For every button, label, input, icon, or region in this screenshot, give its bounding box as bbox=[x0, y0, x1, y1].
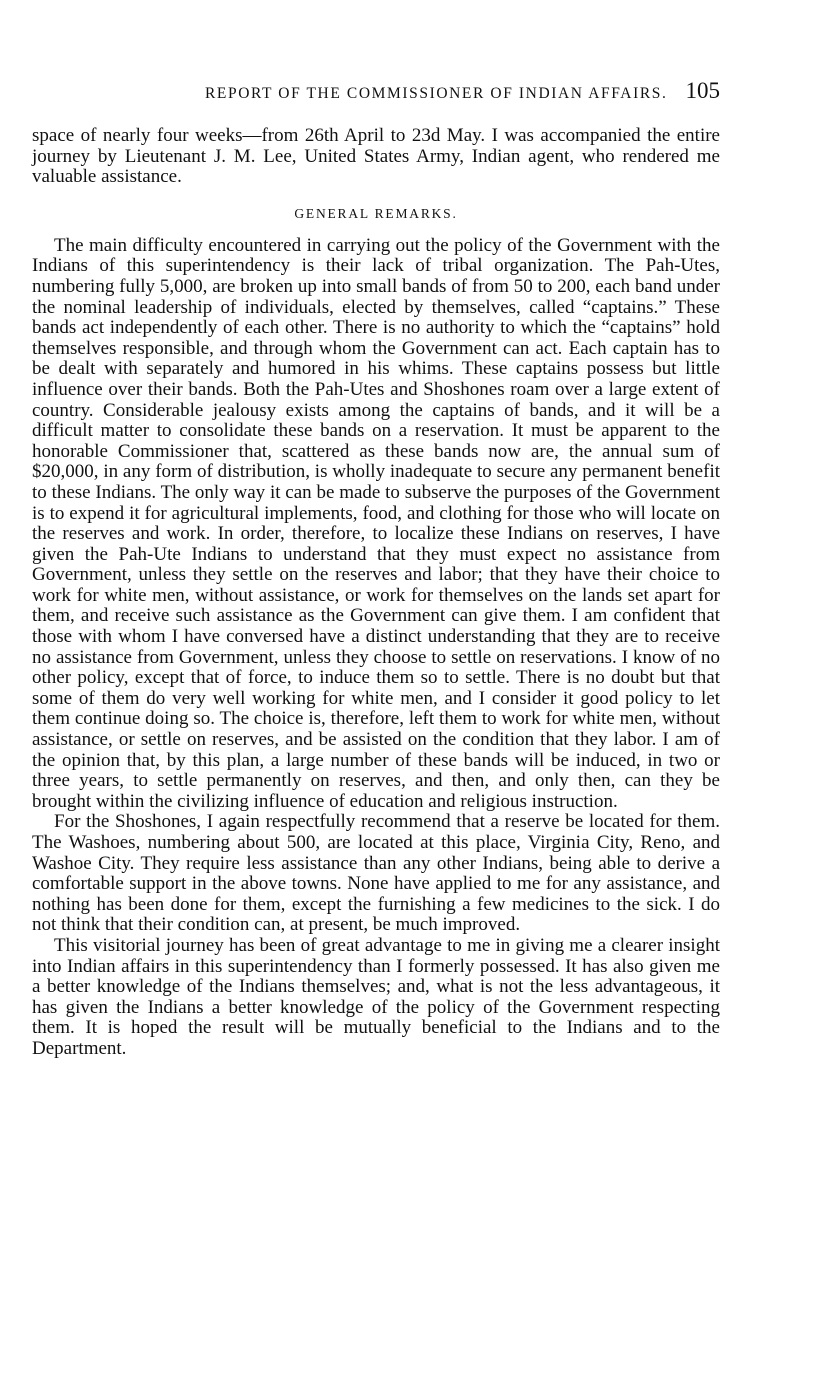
running-header bbox=[32, 78, 720, 114]
opening-paragraph: space of nearly four weeks—from 26th April to 23d May. I was accompanied the entire journey by Lieutenant J. M. Lee, United States Army, Indian agent, who rendered me valuable assistance. bbox=[32, 125, 720, 188]
paragraph-visitorial-journey: This visitorial journey has been of great advantage to me in giving me a clearer insight into Indian affairs in this superintendency than I formerly possessed. It has also given me a better knowledge of the Indians themselves; and, what is not the less advantageous, it has given the Indians a better knowledge of the policy of the Government respecting them. It is hoped the result will be mutually beneficial to the Indians and to the Department. bbox=[32, 934, 720, 1059]
section-heading: GENERAL REMARKS. bbox=[294, 205, 458, 221]
paragraph-shoshones: For the Shoshones, I again respectfully recommend that a reserve be located for them. The Washoes, numbering about 500, are located at this place, Virginia City, Reno, and Washoe City. They require less assistance than any other Indians, being able to derive a comfortable support in the above towns. None have applied to me for any assistance, and nothing has been done for them, except the furnishing a few medicines to the sick. I do not think that their condition can, at present, be much improved. bbox=[32, 811, 720, 936]
document-page bbox=[32, 78, 720, 1060]
running-title: REPORT OF THE COMMISSIONER OF INDIAN AFFAIRS. bbox=[204, 85, 668, 102]
paragraph-general-remarks: The main difficulty encountered in carrying out the policy of the Government with the Indians of this superintendency is their lack of tribal organization. The Pah-Utes, numbering fully 5,000, are broken up into small bands of from 50 to 200, each band under the nominal leadership of individuals, elected by themselves, called “captains.” These bands act independently of each other. There is no authority to which the “captains” hold themselves responsible, and through whom the Government can act. Each captain has to be dealt with separately and humored in his whims. These captains possess but little influence over their bands. Both the Pah-Utes and Shoshones roam over a large extent of country. Considerable jealousy exists among the captains of bands, and it will be a difficult matter to consolidate these bands on a reservation. It must be apparent to the honorable Commissioner that, scattered as these bands now are, the annual sum of $20,000, in any form of distribution, is wholly inadequate to secure any permanent benefit to these Indians. The only way it can be made to subserve the purposes of the Government is to expend it for agricultural implements, food, and clothing for those who will locate on the reserves and work. In order, therefore, to localize these Indians on reserves, I have given the Pah-Ute Indians to understand that they must expect no assistance from Government, unless they settle on the reserves and labor; that they have their choice to work for white men, without assistance, or work for themselves on the lands set apart for them, and receive such assistance as the Government can give them. I am confident that those with whom I have conversed have a distinct understanding that they are to receive no assistance from Government, unless they choose to settle on reservations. I know of no other policy, except that of force, to induce them so to settle. There is no doubt but that some of them do very well working for white men, and I consider it good policy to let them continue doing so. The choice is, therefore, left them to work for white men, without assistance, or settle on reserves, and be assisted on the condition that they labor. I am of the opinion that, by this plan, a large number of these bands will be induced, in two or three years, to settle permanently on reserves, and then, and only then, can they be brought within the civilizing influence of education and religious instruction. bbox=[32, 234, 720, 812]
page-number: 105 bbox=[685, 78, 720, 103]
